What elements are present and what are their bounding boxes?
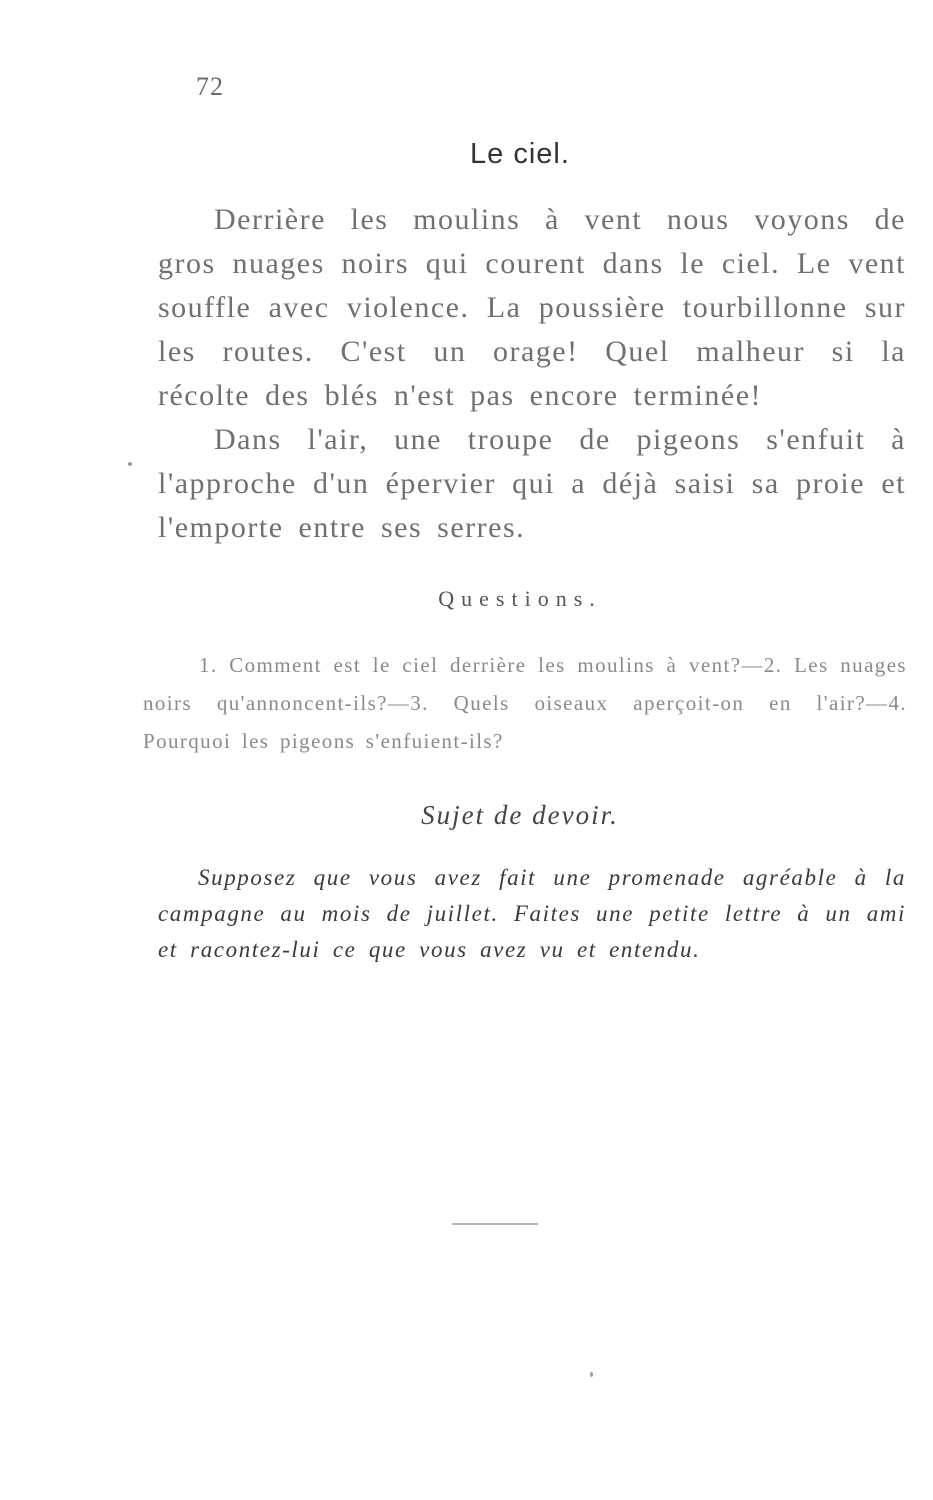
- ink-speck: [128, 462, 132, 466]
- sujet-heading: Sujet de devoir.: [421, 800, 619, 830]
- end-rule: [452, 1223, 538, 1225]
- body-paragraph-1: Derrière les moulins à vent nous voyons de gros nuages noirs qui courent dans le ciel. Le vent souffle avec violence. La poussière tourbillonne sur les routes. C'est un orage! Quel malheur si la récolte des blés n'est pas encore terminée!: [158, 203, 906, 412]
- sujet-text: Supposez que vous avez fait une promenade agréable à la campagne au mois de juillet. Faites une petite lettre à un ami et racontez-lui ce que vous avez vu et entendu.: [158, 865, 906, 962]
- body-paragraph-2: Dans l'air, une troupe de pigeons s'enfuit à l'approche d'un épervier qui a déjà saisi sa proie et l'emporte entre ses serres.: [158, 423, 906, 544]
- page-number: 72: [196, 72, 224, 101]
- ink-speck: [590, 1372, 593, 1377]
- lesson-title: Le ciel.: [470, 138, 570, 170]
- lesson-body: [158, 198, 906, 550]
- questions-text: 1. Comment est le ciel derrière les moulins à vent?—2. Les nuages noirs qu'annoncent-ils?—3. Quels oiseaux aperçoit-on en l'air?—4. Pourquoi les pigeons s'enfuient-ils?: [143, 653, 907, 753]
- questions-heading: Questions.: [438, 586, 602, 611]
